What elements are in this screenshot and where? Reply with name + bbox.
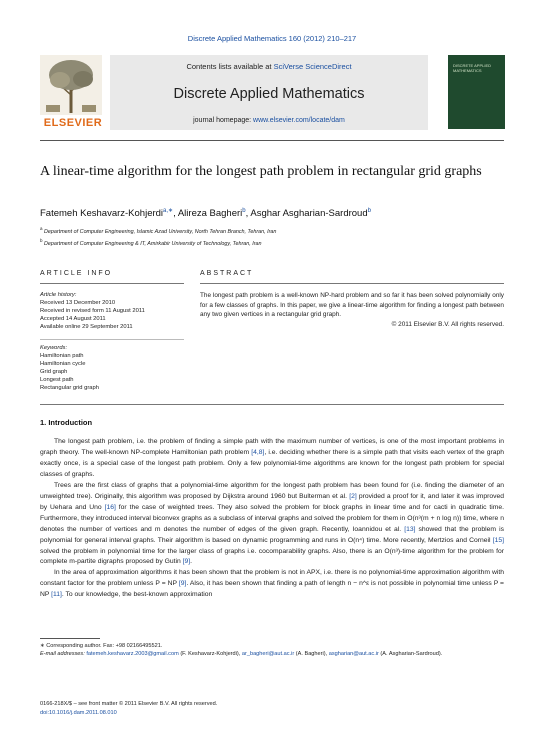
email-link[interactable]: ar_bagheri@aut.ac.ir [241, 651, 295, 658]
author-name[interactable]: Fatemeh Keshavarz-Kohjerdi [40, 208, 164, 220]
abstract-body [200, 291, 504, 329]
history-item: Received 13 December 2010 [40, 300, 116, 306]
issn-block [40, 700, 217, 717]
paragraph [40, 481, 504, 569]
keyword: Hamiltonian path [40, 353, 84, 359]
abstract-text: The longest path problem is a well-known NP-hard problem and so far it has been solved polynomially only for a few classes of graphs. In this paper, we give a linear-time algorithm for finding a longest path between any two given vertices in a rectangular grid graph. [200, 292, 504, 319]
history-item: Available online 29 September 2011 [40, 324, 133, 330]
email-label: E-mail addresses: [40, 651, 87, 658]
article-info-heading: ARTICLE INFO [40, 270, 113, 277]
citation-link[interactable]: [9] [178, 580, 187, 588]
section-heading-introduction: 1. Introduction [40, 418, 93, 427]
keywords-divider [40, 339, 184, 340]
author-affiliation-mark[interactable]: b [367, 208, 371, 214]
article-title: A linear-time algorithm for the longest path problem in rectangular grid graphs [40, 164, 482, 179]
email-link[interactable]: asgharian@aut.ac.ir [328, 651, 379, 658]
paragraph [40, 568, 504, 601]
email-owner: (A. Bagheri), [294, 651, 329, 658]
elsevier-tree-logo-icon [40, 55, 102, 115]
citation-link[interactable]: [11] [51, 591, 62, 599]
affiliation-text: Department of Computer Engineering, Islamic Azad University, North Tehran Branch, Tehran, Iran [44, 228, 277, 235]
affiliation-mark: a [40, 226, 43, 231]
abstract-copyright: © 2011 Elsevier B.V. All rights reserved. [391, 320, 504, 328]
contents-line [110, 62, 428, 71]
citation-link[interactable]: [4,8] [251, 448, 265, 456]
abstract-rule [200, 283, 504, 284]
author-name[interactable]: Asghar Asgharian-Sardroud [250, 208, 368, 220]
citation-link[interactable]: [2] [349, 492, 357, 500]
history-item: Accepted 14 August 2011 [40, 316, 106, 322]
article-info-rule [40, 283, 184, 284]
email-owner: (A. Asgharian-Sardroud). [378, 651, 443, 658]
history-item: Received in revised form 11 August 2011 [40, 308, 145, 314]
author-list: Fatemeh Keshavarz-Kohjerdi$^{a,∗}$, Alireza Bagheri$^b$, Asghar Asgharian-Sardroud$^b$ [40, 208, 371, 220]
affiliation-mark: b [40, 238, 43, 243]
homepage-link[interactable]: www.elsevier.com/locate/dam [253, 117, 345, 124]
footnote-rule [40, 638, 100, 639]
footnote [40, 642, 504, 659]
front-matter-rule [40, 404, 504, 405]
doi-link[interactable]: doi:10.1016/j.dam.2011.08.010 [40, 709, 117, 716]
cover-title: DISCRETE APPLIED MATHEMATICS [453, 63, 492, 73]
author-name[interactable]: Alireza Bagheri [177, 208, 243, 220]
citation-link[interactable]: [13] [404, 525, 416, 533]
header-divider [40, 140, 504, 141]
paragraph-text: . Also, it has been shown that finding a path of length n − n^ε is not possible in polynomial time unless P = NP [40, 580, 504, 599]
keywords [40, 344, 184, 392]
paragraph [40, 437, 504, 481]
paragraph-text: , i.e. deciding whether there is a simple path that visits each vertex of the graph exactly once, is a special case of the longest path problem. Only a few polynomial-time algorithms are known for the longest path problem for special classes of graphs. [40, 448, 504, 478]
paragraph-text: solved the problem in polynomial time for the larger class of graphs i.e. cocomparability graphs. Also, there is an O(n³)-time algorithm for the problem for complete m-partite digraphs proposed by Gutin [40, 547, 504, 566]
homepage-line [110, 117, 428, 124]
article-history [40, 291, 184, 331]
citation-link[interactable]: [15] [492, 536, 504, 544]
email-link[interactable]: fatemeh.keshavarz.2003@gmail.com [86, 651, 179, 658]
introduction-body [40, 437, 504, 601]
email-owner: (F. Keshavarz-Kohjerdi), [178, 651, 242, 658]
citation-link[interactable]: [16] [104, 503, 116, 511]
paragraph-text: Trees are the first class of graphs that a polynomial-time algorithm for the longest path problem has been found for (i.e. finding the diameter of an unweighted tree). Originally, this algorithm was proposed by Dijkstra around 1960 but Bulterman et al. [40, 481, 504, 500]
paragraph-text: showed that the problem is polynomial for general interval graphs. Their algorithm is based on dynamic programming and runs in O(n⁴) time. More recently, Mertzios and Corneil [40, 525, 505, 544]
keyword: Rectangular grid graph [40, 385, 99, 391]
affiliation-a [40, 226, 504, 235]
keyword: Grid graph [40, 369, 68, 375]
author-affiliation-mark[interactable]: b [242, 208, 246, 214]
sciencedirect-link[interactable]: SciVerse ScienceDirect [273, 62, 352, 71]
keyword: Longest path [40, 377, 74, 383]
journal-title: Discrete Applied Mathematics [173, 86, 365, 102]
paragraph-text: The longest path problem, i.e. the problem of finding a simple path with the maximum number of vertices, is one of the most important problems in graph theory. The well-known NP-complete Hamiltonian path problem [40, 438, 504, 456]
abstract-heading: ABSTRACT [200, 270, 254, 277]
keyword: Hamiltonian cycle [40, 361, 86, 367]
paragraph-text: . To our knowledge, the best-known approximation [61, 591, 213, 599]
affiliation-text: Department of Computer Engineering & IT, Amirkabir University of Technology, Tehran, Iran [44, 240, 262, 247]
author-affiliation-mark[interactable]: a,∗ [163, 208, 174, 214]
citation-link[interactable]: [9] [182, 558, 191, 566]
corresponding-author-note: ∗ Corresponding author. Fax: +98 02166495521. [40, 643, 163, 649]
keywords-label: Keywords: [40, 345, 68, 351]
paragraph-text: for the case of weighted trees. They also solved the problem for block graphs in linear time and for cacti in quadratic time. Furthermore, they introduced interval biconvex graphs as a subclass of interval graphs and solved the problem for them in O(n³(m + n log n)) time, where n denotes the number of vertices and m denotes the number of edges of the given graph. Recently, Ioannidou et al. [40, 503, 505, 533]
affiliation-b [40, 238, 504, 247]
homepage-prefix: journal homepage: [193, 117, 254, 124]
paragraph-text: In the area of approximation algorithms it has been shown that the problem is not in APX, i.e. there is no polynomial-time approximation algorithm with constant factor for the problem unless P = NP [40, 569, 504, 588]
history-label: Article history: [40, 292, 77, 298]
issn-line: 0166-218X/$ – see front matter © 2011 Elsevier B.V. All rights reserved. [40, 701, 218, 707]
paragraph-text: provided a proof for it, and later it was improved by Uehara and Uno [40, 492, 504, 511]
paragraph-text: . [190, 558, 192, 566]
elsevier-wordmark: ELSEVIER [43, 117, 103, 129]
contents-prefix: Contents lists available at [186, 62, 274, 71]
journal-reference[interactable]: Discrete Applied Mathematics 160 (2012) 210–217 [187, 34, 357, 43]
